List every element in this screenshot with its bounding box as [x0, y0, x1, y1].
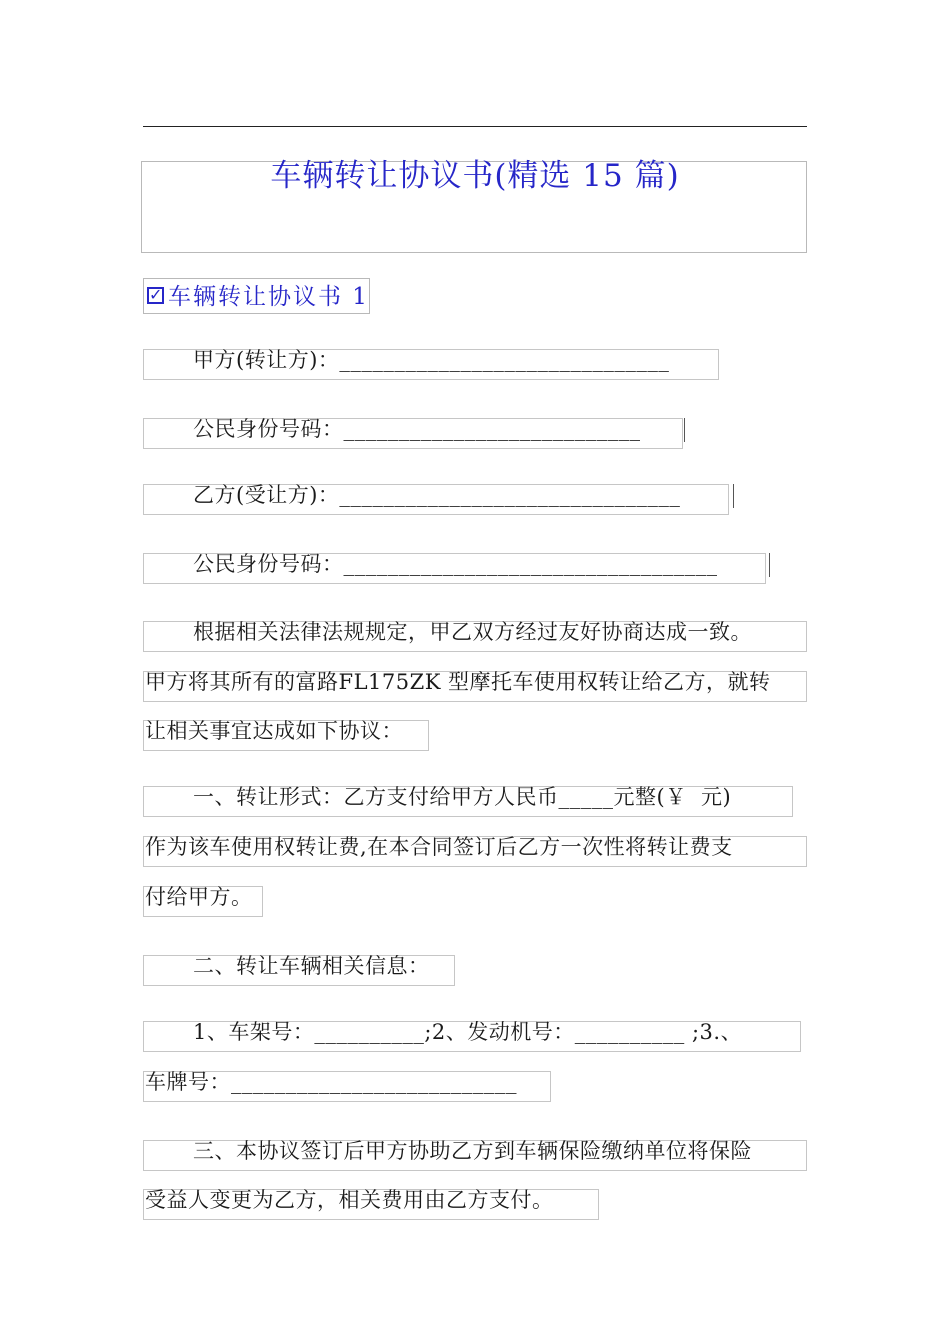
- party-a-field: 甲方(转让方)：______________________________: [193, 348, 670, 372]
- clause2-heading: 二、转让车辆相关信息：: [193, 954, 430, 978]
- field-tick: [733, 484, 734, 508]
- party-b-field: 乙方(受让方)：_______________________________: [193, 483, 681, 507]
- intro-line-3: 让相关事宜达成如下协议：: [145, 719, 403, 743]
- field-tick: [769, 553, 770, 577]
- section-heading: 车辆转让协议书 1: [168, 284, 369, 310]
- clause3-line-1: 三、本协议签订后甲方协助乙方到车辆保险缴纳单位将保险: [193, 1139, 752, 1163]
- field-tick: [684, 418, 685, 442]
- party-b-id-field: 公民身份号码：__________________________________: [193, 552, 718, 576]
- document-title: 车辆转让协议书(精选 15 篇): [270, 158, 680, 194]
- clause2-line-2: 车牌号：__________________________: [145, 1070, 517, 1094]
- intro-line-1: 根据相关法律法规规定，甲乙双方经过友好协商达成一致。: [193, 620, 752, 644]
- top-rule: [143, 126, 807, 127]
- party-a-id-field: 公民身份号码：___________________________: [193, 417, 641, 441]
- checkbox-icon[interactable]: ✓: [149, 285, 163, 304]
- clause1-line-1: 一、转让形式：乙方支付给甲方人民币_____元整(￥ 元): [193, 785, 732, 809]
- clause2-line-1: 1、车架号：__________;2、发动机号：__________ ;3.、: [193, 1020, 743, 1044]
- intro-line-2: 甲方将其所有的富路FL175ZK 型摩托车使用权转让给乙方，就转: [145, 670, 771, 694]
- section-heading-box: [143, 278, 370, 314]
- clause1-line-3: 付给甲方。: [145, 885, 253, 909]
- clause1-line-2: 作为该车使用权转让费,在本合同签订后乙方一次性将转让费支: [145, 835, 733, 859]
- clause3-line-2: 受益人变更为乙方，相关费用由乙方支付。: [145, 1188, 554, 1212]
